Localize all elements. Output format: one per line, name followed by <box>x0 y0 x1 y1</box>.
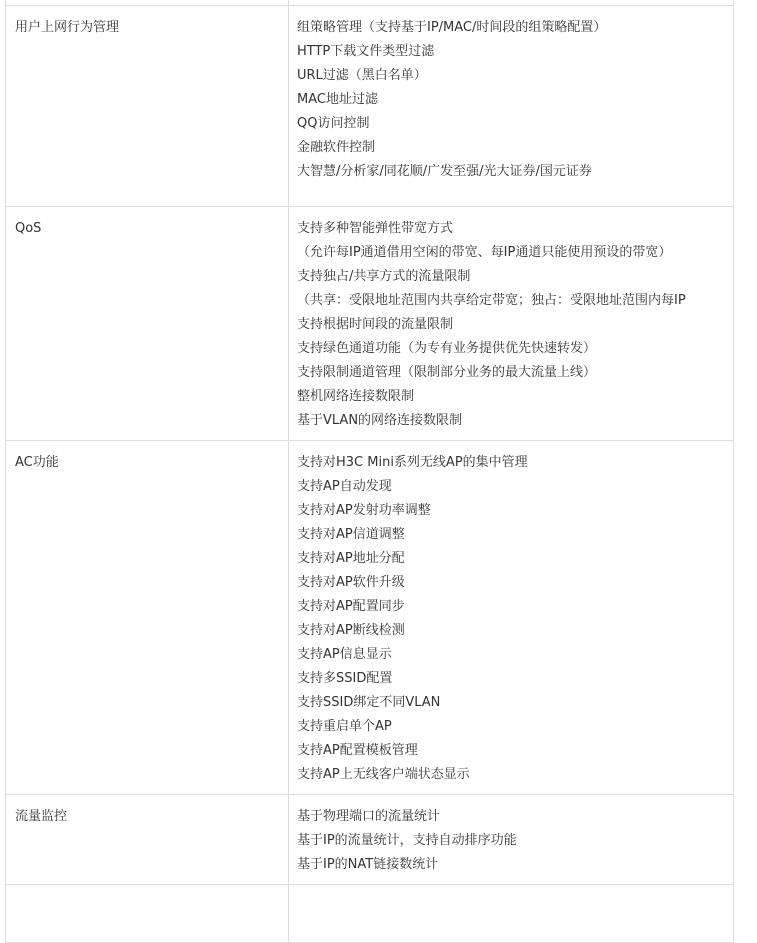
list-item: 支持对AP地址分配 <box>297 551 405 566</box>
category-label: AC功能 <box>15 455 59 470</box>
items-cell <box>289 441 734 795</box>
items-cell <box>289 795 734 885</box>
list-item: 支持SSID绑定不同VLAN <box>297 695 441 710</box>
list-item: 支持对AP断线检测 <box>297 623 405 638</box>
category-cell <box>6 6 289 207</box>
category-label: 用户上网行为管理 <box>15 20 120 35</box>
category-label: QoS <box>15 221 42 236</box>
list-item: QQ访问控制 <box>297 116 370 131</box>
table-row <box>6 795 734 885</box>
items-cell <box>289 207 734 441</box>
items-cell <box>289 885 734 943</box>
category-cell <box>6 795 289 885</box>
list-item: 支持对AP配置同步 <box>297 599 405 614</box>
table-row <box>6 441 734 795</box>
list-item: （共享：受限地址范围内共享给定带宽；独占：受限地址范围内每IP <box>297 293 686 308</box>
list-item: MAC地址过滤 <box>297 92 378 107</box>
list-item: 支持AP自动发现 <box>297 479 392 494</box>
list-item: 基于IP的NAT链接数统计 <box>297 857 439 872</box>
list-item: 支持AP信息显示 <box>297 647 392 662</box>
list-item: 支持对H3C Mini系列无线AP的集中管理 <box>297 455 528 470</box>
category-cell <box>6 207 289 441</box>
spec-table <box>5 0 734 943</box>
list-item: 支持重启单个AP <box>297 719 392 734</box>
list-item: 整机网络连接数限制 <box>297 389 415 404</box>
list-item: 支持根据时间段的流量限制 <box>297 317 454 332</box>
list-item: 支持对AP发射功率调整 <box>297 503 431 518</box>
list-item: 基于IP的流量统计，支持自动排序功能 <box>297 833 517 848</box>
list-item: 支持对AP软件升级 <box>297 575 405 590</box>
table-row <box>6 207 734 441</box>
list-item: 支持限制通道管理（限制部分业务的最大流量上线） <box>297 365 597 380</box>
list-item: 大智慧/分析家/同花顺/广发至强/光大证券/国元证券 <box>297 164 592 179</box>
list-item: 支持AP配置模板管理 <box>297 743 418 758</box>
list-item: 支持独占/共享方式的流量限制 <box>297 269 471 284</box>
category-cell <box>6 441 289 795</box>
category-label: 流量监控 <box>15 809 68 824</box>
list-item: URL过滤（黑白名单） <box>297 68 427 83</box>
list-item: 支持多种智能弹性带宽方式 <box>297 221 454 236</box>
list-item: 基于VLAN的网络连接数限制 <box>297 413 463 428</box>
list-item: HTTP下载文件类型过滤 <box>297 44 435 59</box>
items-cell <box>289 6 734 207</box>
table-row <box>6 885 734 943</box>
list-item: 支持AP上无线客户端状态显示 <box>297 767 470 782</box>
list-item: 支持对AP信道调整 <box>297 527 405 542</box>
list-item: 支持绿色通道功能（为专有业务提供优先快速转发） <box>297 341 597 356</box>
list-item: （允许每IP通道借用空闲的带宽、每IP通道只能使用预设的带宽） <box>297 245 672 260</box>
table-row <box>6 6 734 207</box>
list-item: 基于物理端口的流量统计 <box>297 809 441 824</box>
category-cell <box>6 885 289 943</box>
list-item: 支持多SSID配置 <box>297 671 393 686</box>
list-item: 金融软件控制 <box>297 140 376 155</box>
list-item: 组策略管理（支持基于IP/MAC/时间段的组策略配置） <box>297 20 607 35</box>
